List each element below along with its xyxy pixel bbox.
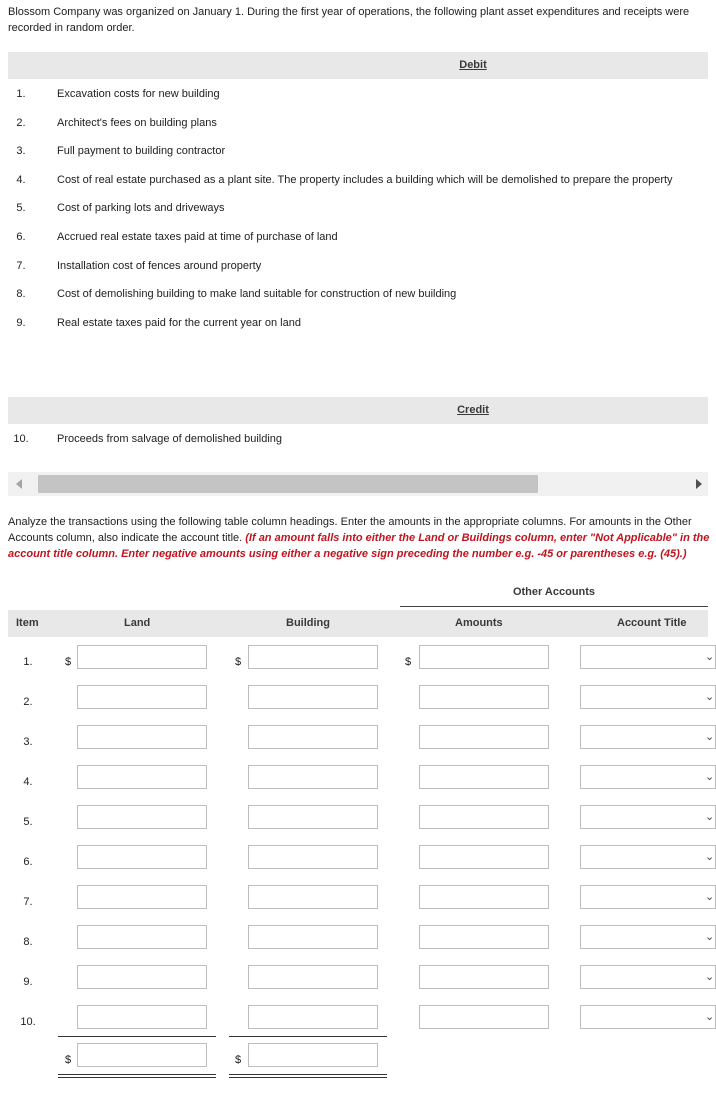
horizontal-scrollbar[interactable] <box>8 472 708 496</box>
land-input[interactable] <box>77 885 207 909</box>
debit-header-band <box>8 52 708 79</box>
land-input[interactable] <box>77 965 207 989</box>
amount-field[interactable] <box>420 926 548 948</box>
account-title-select[interactable] <box>580 965 716 989</box>
table-row <box>0 802 716 842</box>
scroll-left-arrow-icon[interactable] <box>16 479 22 489</box>
land-total-input[interactable] <box>77 1043 207 1067</box>
land-input[interactable] <box>77 685 207 709</box>
building-input[interactable] <box>248 805 378 829</box>
debit-transaction-list <box>0 79 716 336</box>
amount-field[interactable] <box>420 646 548 668</box>
instructions <box>8 514 710 562</box>
chevron-down-icon: ⌄ <box>705 1011 715 1023</box>
land-double-rule-top <box>58 1074 216 1075</box>
transaction-row <box>0 251 716 280</box>
transaction-row <box>0 108 716 137</box>
amount-input[interactable] <box>419 965 549 989</box>
amount-field[interactable] <box>420 966 548 988</box>
land-field[interactable] <box>78 926 206 948</box>
building-input[interactable] <box>248 845 378 869</box>
amount-field[interactable] <box>420 766 548 788</box>
account-title-select[interactable] <box>580 805 716 829</box>
transaction-number: 9. <box>16 316 26 329</box>
table-row <box>0 682 716 722</box>
item-number: 2. <box>23 696 33 708</box>
transaction-description: Cost of demolishing building to make land suitable for construction of new building <box>57 288 457 301</box>
land-field[interactable] <box>78 886 206 908</box>
transaction-description: Excavation costs for new building <box>57 88 220 100</box>
transaction-number: 5. <box>16 202 26 215</box>
amount-input[interactable] <box>419 725 549 749</box>
table-row <box>0 722 716 762</box>
amount-input[interactable] <box>419 765 549 789</box>
land-field[interactable] <box>78 686 206 708</box>
transaction-row <box>0 279 716 308</box>
building-total-field[interactable] <box>249 1044 377 1066</box>
amount-field[interactable] <box>420 886 548 908</box>
building-field[interactable] <box>249 726 377 748</box>
item-number: 1. <box>23 656 33 668</box>
amount-input[interactable] <box>419 645 549 669</box>
item-number: 5. <box>23 816 33 828</box>
amount-field[interactable] <box>420 846 548 868</box>
chevron-down-icon: ⌄ <box>705 771 715 783</box>
chevron-down-icon: ⌄ <box>705 691 715 703</box>
transaction-number: 4. <box>16 173 26 186</box>
building-field[interactable] <box>249 1006 377 1028</box>
building-total-currency: $ <box>235 1054 242 1066</box>
amount-currency: $ <box>405 656 412 668</box>
building-input[interactable] <box>248 765 378 789</box>
transaction-description: Proceeds from salvage of demolished building <box>57 433 283 445</box>
land-input[interactable] <box>77 725 207 749</box>
transaction-description: Real estate taxes paid for the current year on land <box>57 316 301 329</box>
table-row <box>0 962 716 1002</box>
amount-field[interactable] <box>420 806 548 828</box>
chevron-down-icon: ⌄ <box>705 651 715 663</box>
land-column-header: Land <box>124 617 151 629</box>
transaction-row <box>0 193 716 222</box>
building-input[interactable] <box>248 1005 378 1029</box>
transaction-description: Cost of parking lots and driveways <box>57 202 225 215</box>
building-input[interactable] <box>248 885 378 909</box>
instructions-text: Analyze the transactions using the following table column headings. Enter the amounts in the appropriate columns. For amounts in the Other Accounts column, also indicate the account title. <box>8 516 692 544</box>
building-field[interactable] <box>249 766 377 788</box>
land-field[interactable] <box>78 726 206 748</box>
land-double-rule-bottom <box>58 1077 216 1078</box>
item-number: 3. <box>23 736 33 748</box>
building-column-header: Building <box>286 617 330 629</box>
problem-intro: Blossom Company was organized on January 1. During the first year of operations, the following plant asset expenditures and receipts were recorded in random order. <box>8 6 690 34</box>
amount-input[interactable] <box>419 1005 549 1029</box>
other-accounts-rule <box>400 606 708 607</box>
building-input[interactable] <box>248 645 378 669</box>
credit-label: Credit <box>457 404 489 416</box>
item-number: 4. <box>23 776 33 788</box>
amount-input[interactable] <box>419 925 549 949</box>
amount-input[interactable] <box>419 805 549 829</box>
chevron-down-icon: ⌄ <box>705 971 715 983</box>
land-input[interactable] <box>77 845 207 869</box>
building-field[interactable] <box>249 886 377 908</box>
building-input[interactable] <box>248 725 378 749</box>
land-field[interactable] <box>78 806 206 828</box>
scrollbar-thumb[interactable] <box>38 475 538 493</box>
transaction-number: 6. <box>16 230 26 243</box>
amount-input[interactable] <box>419 885 549 909</box>
transaction-row <box>0 79 716 108</box>
amount-field[interactable] <box>420 1006 548 1028</box>
land-field[interactable] <box>78 846 206 868</box>
transaction-number: 7. <box>16 259 26 272</box>
amount-input[interactable] <box>419 845 549 869</box>
building-input[interactable] <box>248 685 378 709</box>
transaction-description: Accrued real estate taxes paid at time of purchase of land <box>57 230 338 243</box>
land-subtotal-rule <box>58 1036 216 1037</box>
credit-header-band <box>8 397 708 424</box>
table-row <box>0 882 716 922</box>
transaction-number: 10. <box>13 433 29 445</box>
credit-transaction-list <box>0 424 716 453</box>
chevron-down-icon: ⌄ <box>705 891 715 903</box>
chevron-down-icon: ⌄ <box>705 931 715 943</box>
land-input[interactable] <box>77 925 207 949</box>
debit-label: Debit <box>459 59 487 71</box>
building-field[interactable] <box>249 646 377 668</box>
transaction-description: Architect's fees on building plans <box>57 116 217 129</box>
table-row <box>0 642 716 682</box>
land-field[interactable] <box>78 966 206 988</box>
land-input[interactable] <box>77 805 207 829</box>
account-title-select[interactable] <box>580 885 716 909</box>
table-row <box>0 762 716 802</box>
land-field[interactable] <box>78 646 206 668</box>
chevron-down-icon: ⌄ <box>705 811 715 823</box>
transaction-number: 8. <box>16 288 26 301</box>
building-field[interactable] <box>249 806 377 828</box>
building-field[interactable] <box>249 686 377 708</box>
land-input[interactable] <box>77 1005 207 1029</box>
amount-field[interactable] <box>420 726 548 748</box>
land-currency: $ <box>65 656 72 668</box>
land-field[interactable] <box>78 1006 206 1028</box>
table-row <box>0 842 716 882</box>
transaction-description: Full payment to building contractor <box>57 145 226 158</box>
table-row <box>0 922 716 962</box>
item-number: 6. <box>23 856 33 868</box>
building-field[interactable] <box>249 926 377 948</box>
transaction-row <box>0 136 716 165</box>
account-title-select[interactable] <box>580 765 716 789</box>
account-title-select[interactable] <box>580 725 716 749</box>
building-currency: $ <box>235 656 242 668</box>
transaction-number: 1. <box>16 88 26 100</box>
amount-field[interactable] <box>420 686 548 708</box>
scroll-right-arrow-icon[interactable] <box>696 479 702 489</box>
transaction-number: 3. <box>16 145 26 158</box>
transaction-row <box>0 308 716 337</box>
building-field[interactable] <box>249 846 377 868</box>
transaction-row <box>0 424 716 453</box>
building-total-input[interactable] <box>248 1043 378 1067</box>
transaction-number: 2. <box>16 116 26 129</box>
building-double-rule-top <box>229 1074 387 1075</box>
item-number: 9. <box>23 976 33 988</box>
account-title-select[interactable] <box>580 685 716 709</box>
land-input[interactable] <box>77 765 207 789</box>
chevron-down-icon: ⌄ <box>705 851 715 863</box>
chevron-down-icon: ⌄ <box>705 731 715 743</box>
building-input[interactable] <box>248 925 378 949</box>
building-subtotal-rule <box>229 1036 387 1037</box>
land-total-currency: $ <box>65 1054 72 1066</box>
other-accounts-header: Other Accounts <box>512 586 596 598</box>
transaction-row <box>0 222 716 251</box>
account-title-select[interactable] <box>580 925 716 949</box>
land-input[interactable] <box>77 645 207 669</box>
building-input[interactable] <box>248 965 378 989</box>
item-number: 10. <box>20 1016 36 1028</box>
account-title-select[interactable] <box>580 645 716 669</box>
transaction-description: Installation cost of fences around property <box>57 259 262 272</box>
land-field[interactable] <box>78 766 206 788</box>
land-total-field[interactable] <box>78 1044 206 1066</box>
transaction-row <box>0 165 716 194</box>
item-number: 7. <box>23 896 33 908</box>
item-column-header: Item <box>16 617 39 629</box>
transaction-description: Cost of real estate purchased as a plant site. The property includes a building which will be demolished to prepare the property <box>57 173 673 186</box>
account-title-select[interactable] <box>580 1005 716 1029</box>
amount-input[interactable] <box>419 685 549 709</box>
item-number: 8. <box>23 936 33 948</box>
building-double-rule-bottom <box>229 1077 387 1078</box>
account-title-select[interactable] <box>580 845 716 869</box>
instructions-note: (If an amount falls into either the Land or Buildings column, enter "Not Applicable" in the account title column. Enter negative amounts using either a negative sign preceding the number e.g. -45 or parentheses e.g. (45).) <box>8 532 710 560</box>
table-header-band <box>8 610 708 637</box>
amounts-column-header: Amounts <box>455 617 503 629</box>
building-field[interactable] <box>249 966 377 988</box>
account-title-column-header: Account Title <box>617 617 687 629</box>
